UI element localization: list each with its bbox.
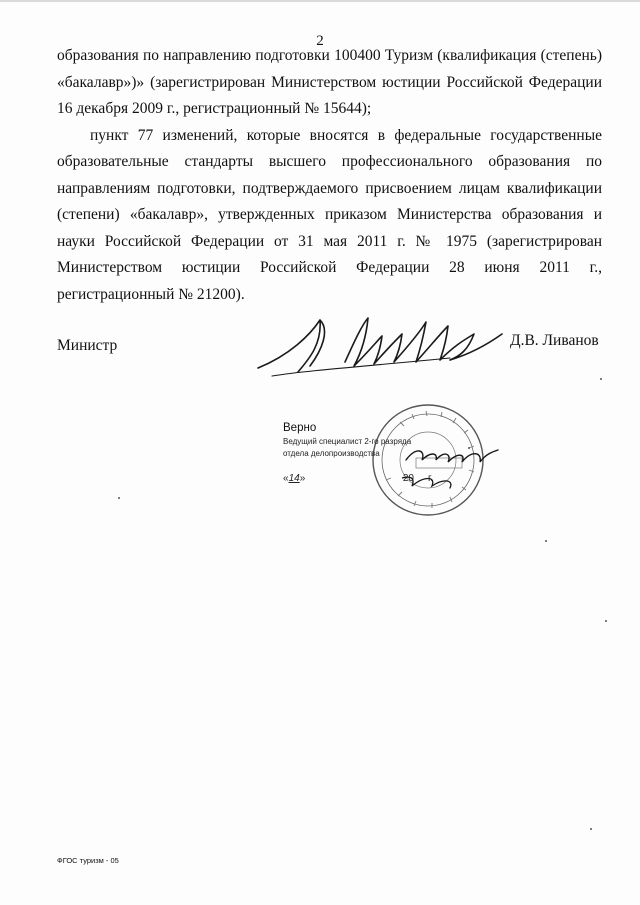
certifier-position: Ведущий специалист 2-го разряда [283,437,412,446]
scan-edge [0,0,640,2]
minister-signature [250,300,510,380]
footer-code: ФГОС туризм - 05 [57,856,119,865]
certifier-signature [402,436,502,496]
minister-name: Д.В. Ливанов [510,332,599,349]
paragraph-1: образования по направлению подготовки 100400 Туризм (квалификация (степень) «бакалавр»)» (зарегистрирован Министерством юстиции Российской Федерации 16 декабря 2009 г., регистрационный № 15644); [57,47,602,117]
page-number: 2 [316,33,324,49]
date-suffix: г. [427,473,434,484]
paragraph-2: пункт 77 изменений, которые вносятся в федеральные государственные образовательные стандарты высшего профессионального образования по направлениям подготовки, подтверждаемого присвоением лицам квалификации (степени) «бакалавр», утвержденных приказом Министерства образования и науки Российской Федерации от 31 мая 2011 г. № 1975 (зарегистрирован Министерством юстиции Российской Федерации 28 июня 2011 г., регистрационный № 21200). [57,126,602,303]
certification-heading: Верно [283,422,317,434]
scan-speck [468,447,470,449]
scan-speck [545,540,547,542]
scan-speck [600,378,602,380]
certifier-department: отдела делопроизводства [283,449,380,458]
document-body [57,43,602,308]
date-day: 14 [288,473,300,484]
minister-title: Министр [57,337,118,354]
certification-date: «14» 20 г. [283,473,434,484]
scan-speck [590,828,592,830]
date-year-prefix: 20 [402,473,414,484]
scan-speck [605,620,607,622]
scan-speck [118,497,120,499]
